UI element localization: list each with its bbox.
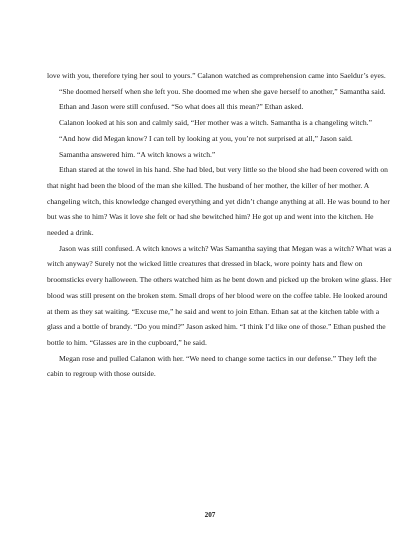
paragraph-6: Samantha answered him. “A witch knows a witch.” <box>59 149 216 159</box>
paragraph-8: Jason was still confused. A witch knows a witch? Was Samantha saying that Megan was a witch? What was a witch anyway? Surely not the wicked little creatures that dressed in black, wore pointy hats and flew on broomsticks every halloween. The others watched him as he bent down and picked up the broken wine glass. Her blood was still present on the broken stem. Small drops of her blood were on the coffee table. He looked around at them as they sat waiting. “Excuse me,” he said and went to join Ethan. Ethan sat at the kitchen table with a glass and a bottle of brandy. “Do you mind?” Jason asked him. “I think I’d like one of those.” Ethan pushed the bottle to him. “Glasses are in the cupboard,” he said. <box>47 243 392 347</box>
paragraph-1: love with you, therefore tying her soul to yours.” Calanon watched as comprehension came into Saeldur’s eyes. <box>47 71 386 80</box>
paragraph-2: “She doomed herself when she left you. She doomed me when she gave herself to another,” Samantha said. <box>59 86 386 96</box>
paragraph-7: Ethan stared at the towel in his hand. She had bled, but very little so the blood she had been covered with on that night had been the blood of the man she killed. The husband of her mother, the killer of her mother. A changeling witch, this knowledge changed everything and yet didn’t change anything at all. He was bound to her but was she to him? Was it love she felt or had she bewitched him? He got up and went into the kitchen. He needed a drink. <box>47 165 390 238</box>
paragraph-3: Ethan and Jason were still confused. “So what does all this mean?” Ethan asked. <box>59 102 304 112</box>
body-text <box>47 68 393 382</box>
paragraph-9: Megan rose and pulled Calanon with her. “We need to change some tactics in our defense.” They left the cabin to regroup with those outside. <box>47 353 377 379</box>
paragraph-5: “And how did Megan know? I can tell by looking at you, you’re not surprised at all,” Jason said. <box>59 133 353 143</box>
paragraph-4: Calanon looked at his son and calmly said, “Her mother was a witch. Samantha is a changeling witch.” <box>59 118 372 128</box>
page-number: 207 <box>204 511 216 519</box>
